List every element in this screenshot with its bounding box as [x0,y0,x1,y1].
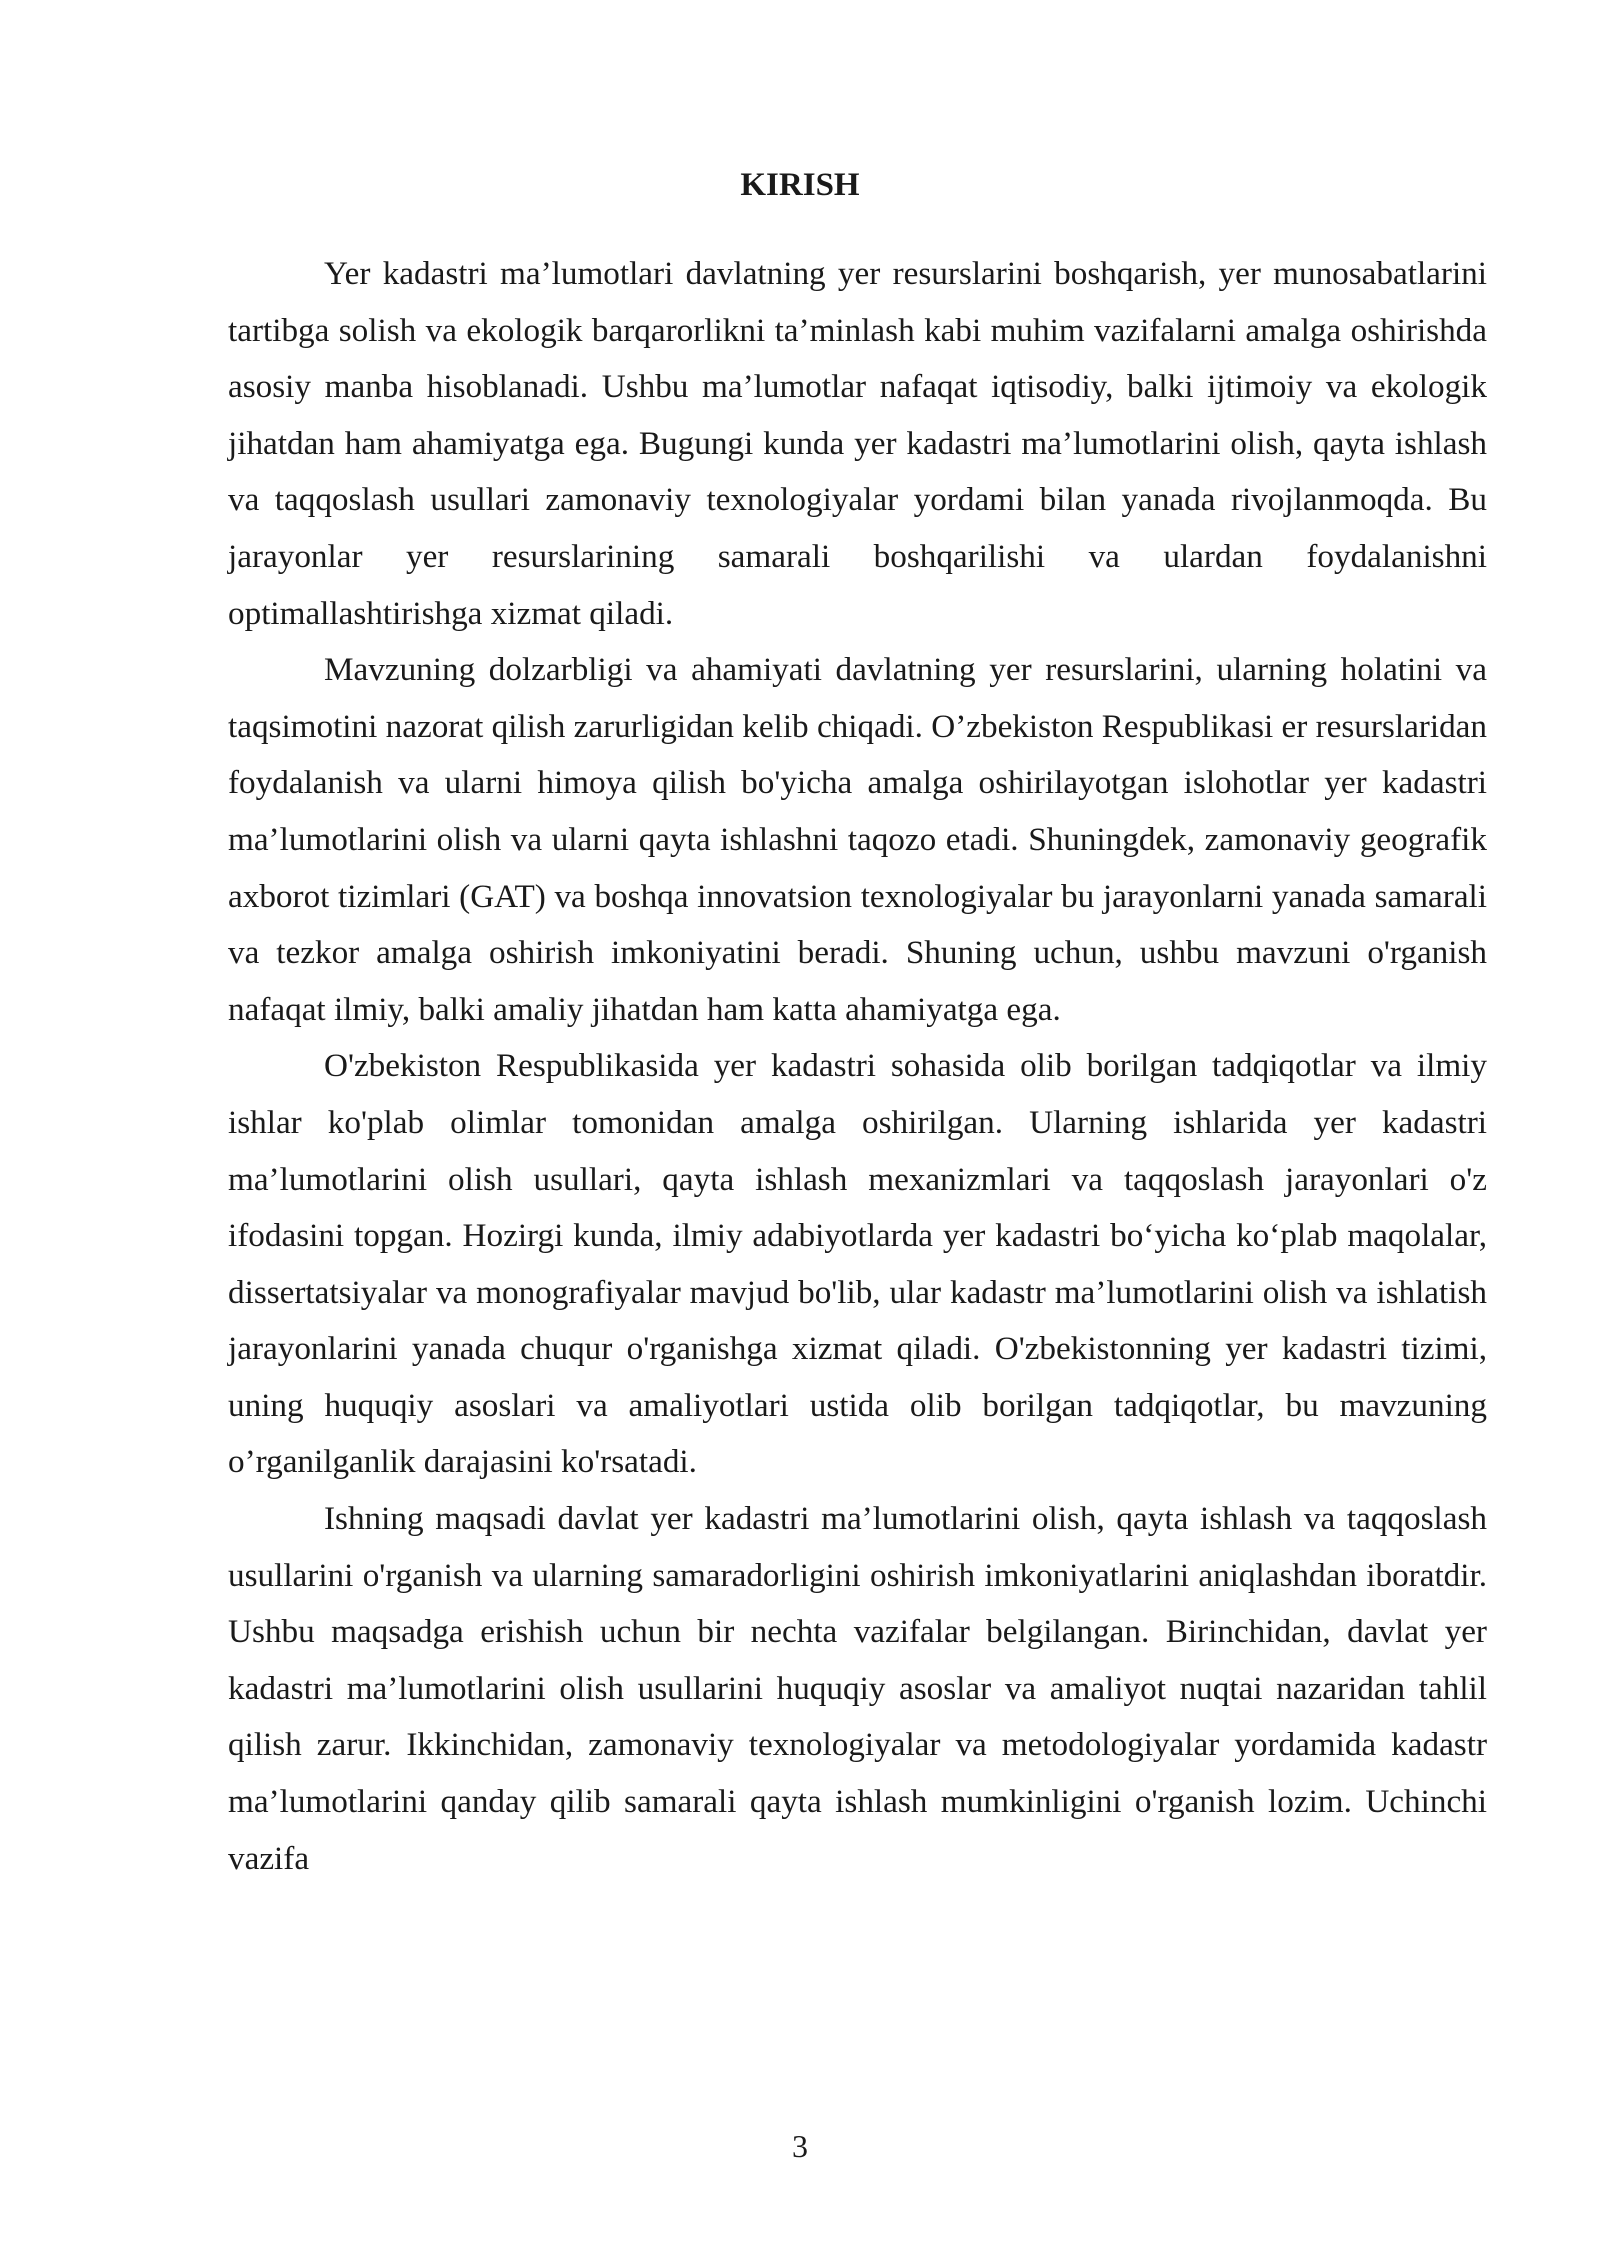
paragraph-objectives: Ishning maqsadi davlat yer kadastri ma’lumotlarini olish, qayta ishlash va taqqoslash usullarini o'rganish va ularning samaradorligini oshirish imkoniyatlarini aniqlashdan iboratdir. Ushbu maqsadga erishish uchun bir nechta vazifalar belgilangan. Birinchidan, davlat yer kadastri ma’lumotlarini olish usullarini huquqiy asoslar va amaliyot nuqtai nazaridan tahlil qilish zarur. Ikkinchidan, zamonaviy texnologiyalar va metodologiyalar yordamida kadastr ma’lumotlarini qanday qilib samarali qayta ishlash mumkinligini o'rganish lozim. Uchinchi vazifa [228,1500,1487,1877]
paragraph-intro: Yer kadastri ma’lumotlari davlatning yer resurslarini boshqarish, yer munosabatlarini tartibga solish va ekologik barqarorlikni ta’minlash kabi muhim vazifalarni amalga oshirishda asosiy manba hisoblanadi. Ushbu ma’lumotlar nafaqat iqtisodiy, balki ijtimoiy va ekologik jihatdan ham ahamiyatga ega. Bugungi kunda yer kadastri ma’lumotlarini olish, qayta ishlash va taqqoslash usullari zamonaviy texnologiyalar yordami bilan yanada rivojlanmoqda. Bu jarayonlar yer resurslarining samarali boshqarilishi va ulardan foydalanishni optimallashtirishga xizmat qiladi. [228,255,1487,632]
page-number: 3 [792,2128,808,2164]
paragraph-research-state: O'zbekiston Respublikasida yer kadastri sohasida olib borilgan tadqiqotlar va ilmiy ishlar ko'plab olimlar tomonidan amalga oshirilgan. Ularning ishlarida yer kadastri ma’lumotlarini olish usullari, qayta ishlash mexanizmlari va taqqoslash jarayonlari o'z ifodasini topgan. Hozirgi kunda, ilmiy adabiyotlarda yer kadastri bo‘yicha ko‘plab maqolalar, dissertatsiyalar va monografiyalar mavjud bo'lib, ular kadastr ma’lumotlarini olish va ishlatish jarayonlarini yanada chuqur o'rganishga xizmat qiladi. O'zbekistonning yer kadastri tizimi, uning huquqiy asoslari va amaliyotlari ustida olib borilgan tadqiqotlar, bu mavzuning o’rganilganlik darajasini ko'rsatadi. [228,1047,1487,1481]
page-title: KIRISH [740,167,860,203]
body-text [228,246,1487,1887]
paragraph-relevance: Mavzuning dolzarbligi va ahamiyati davlatning yer resurslarini, ularning holatini va taqsimotini nazorat qilish zarurligidan kelib chiqadi. O’zbekiston Respublikasi er resurslaridan foydalanish va ularni himoya qilish bo'yicha amalga oshirilayotgan islohotlar yer kadastri ma’lumotlarini olish va ularni qayta ishlashni taqozo etadi. Shuningdek, zamonaviy geografik axborot tizimlari (GAT) va boshqa innovatsion texnologiyalar bu jarayonlarni yanada samarali va tezkor amalga oshirish imkoniyatini beradi. Shuning uchun, ushbu mavzuni o'rganish nafaqat ilmiy, balki amaliy jihatdan ham katta ahamiyatga ega. [228,651,1487,1028]
